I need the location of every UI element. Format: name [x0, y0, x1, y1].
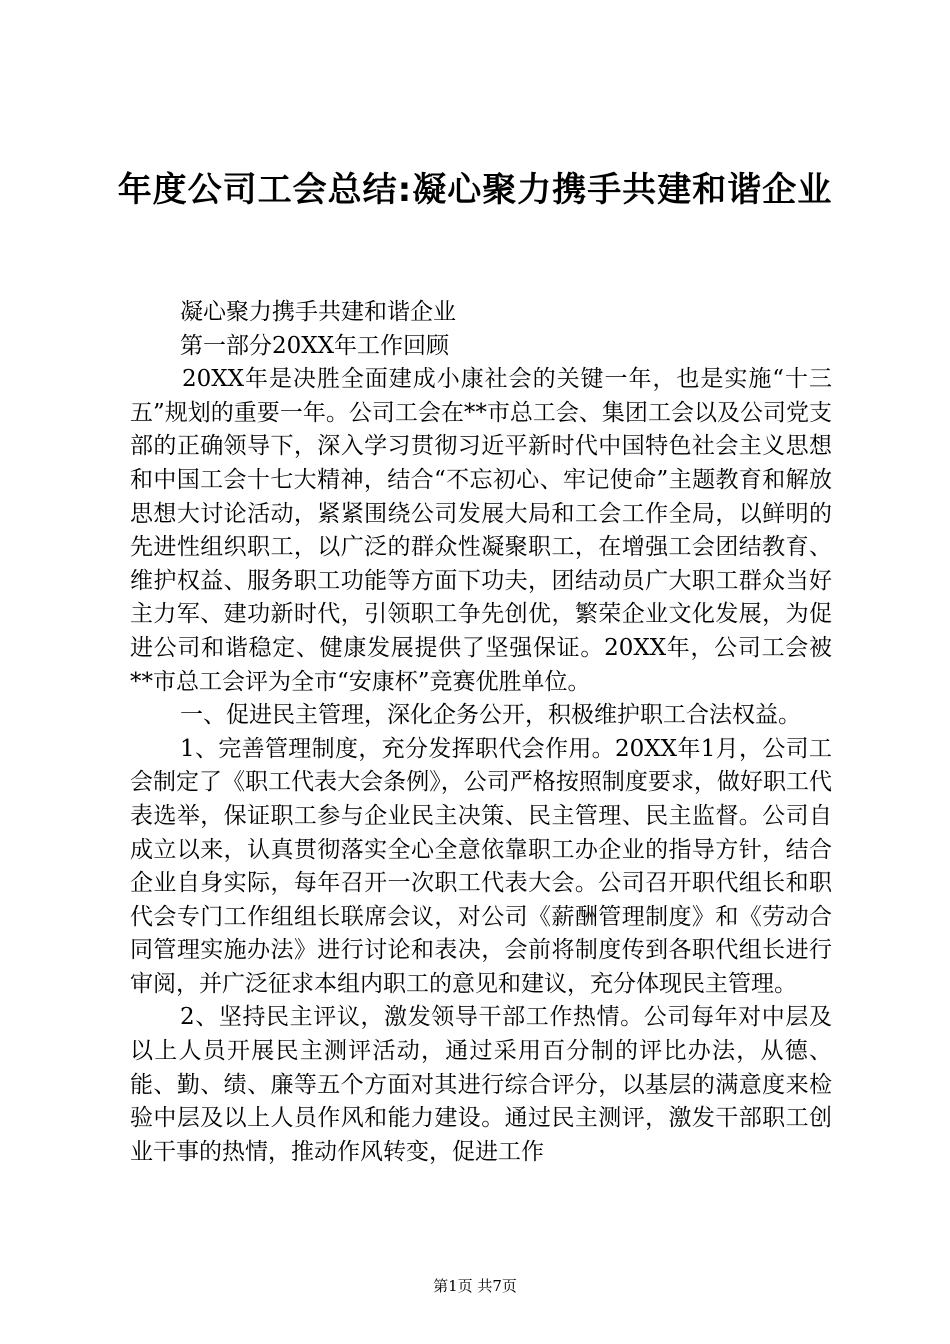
subsection-heading: 一、促进民主管理，深化企务公开，积极维护职工合法权益。	[180, 702, 801, 729]
section-heading: 第一部分20XX年工作回顾	[180, 332, 450, 359]
subtitle-paragraph: 凝心聚力携手共建和谐企业	[180, 299, 456, 325]
body-paragraph: 2、坚持民主评议，激发领导干部工作热情。公司每年对中层及以上人员开展民主测评活动，通过采用百分制的评比办法，从德、能、勤、绩、廉等五个方面对其进行综合评分，以基层的满意度来检验中层及以上人员作风和能力建设。通过民主测评，激发干部职工创业干事的热情，推动作风转变，促进工作	[130, 1004, 832, 1165]
body-paragraph: 20XX年是决胜全面建成小康社会的关键一年，也是实施“十三五”规划的重要一年。公司工会在**市总工会、集团工会以及公司党支部的正确领导下，深入学习贯彻习近平新时代中国特色社会主义思想和中国工会十七大精神，结合“不忘初心、牢记使命”主题教育和解放思想大讨论活动，紧紧围绕公司发展大局和工会工作全局，以鲜明的先进性组织职工，以广泛的群众性凝聚职工，在增强工会团结教育、维护权益、服务职工功能等方面下功夫，团结动员广大职工群众当好主力军、建功新时代，引领职工争先创优，繁荣企业文化发展，为促进公司和谐稳定、健康发展提供了坚强保证。20XX年，公司工会被**市总工会评为全市“安康杯”竞赛优胜单位。	[130, 366, 832, 695]
page-number-footer: 第1页 共7页	[433, 1277, 517, 1295]
document-body	[130, 296, 832, 1169]
body-paragraph: 1、完善管理制度，充分发挥职代会作用。20XX年1月，公司工会制定了《职工代表大会条例》，公司严格按照制度要求，做好职工代表选举，保证职工参与企业民主决策、民主管理、民主监督。公司自成立以来，认真贯彻落实全心全意依靠职工办企业的指导方针，结合企业自身实际，每年召开一次职工代表大会。公司召开职代组长和职代会专门工作组组长联席会议，对公司《薪酬管理制度》和《劳动合同管理实施办法》进行讨论和表决，会前将制度传到各职代组长进行审阅，并广泛征求本组内职工的意见和建议，充分体现民主管理。	[130, 735, 832, 997]
document-title: 年度公司工会总结:凝心聚力携手共建和谐企业	[117, 170, 833, 210]
